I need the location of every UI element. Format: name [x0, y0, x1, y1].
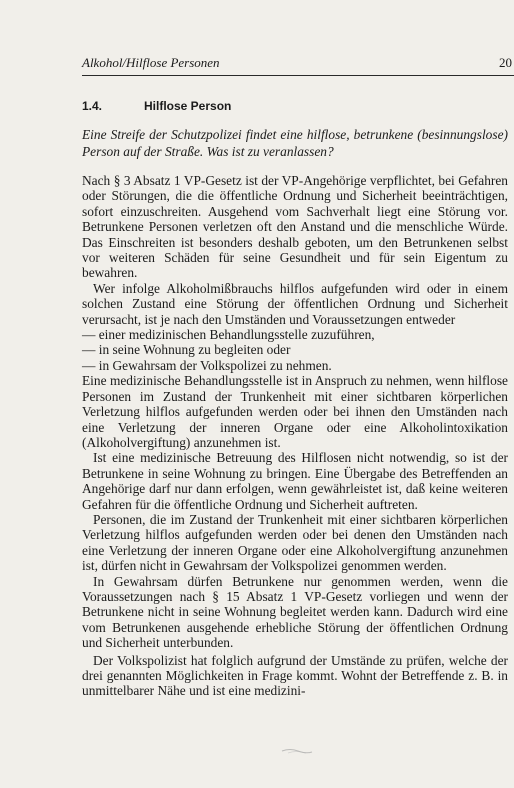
paragraph-5: Personen, die im Zustand der Trunkenheit mit einer sichtbaren körperlichen Verletzung hilflos aufgefunden werden oder bei denen den Umständen nach eine Verletzung der inneren Organe oder eine Alkoholvergiftung anzunehmen ist, dürfen nicht in Gewahrsam der Volkspolizei genommen werden.: [82, 511, 508, 574]
ink-smudge: [280, 745, 314, 755]
paragraph-3: Eine medizinische Behandlungsstelle ist in Anspruch zu nehmen, wenn hilflose Personen im Zustand der Trunkenheit mit einer sichtbaren körperlichen Verletzung hilflos aufgefunden werden oder bei ihnen den Umständen nach eine Verletzung der inneren Organe oder eine Alkoholintoxikation (Alkoholvergiftung) anzunehmen ist.: [82, 373, 508, 450]
list-item: — in seine Wohnung zu begleiten oder: [82, 342, 291, 358]
list-item: — einer medizinischen Behandlungsstelle zuzuführen,: [82, 327, 375, 343]
page-header: [82, 55, 512, 75]
header-rule: [82, 75, 514, 76]
paragraph-2: Wer infolge Alkoholmißbrauchs hilflos aufgefunden wird oder in einem solchen Zustand eine Störung der öffentlichen Ordnung und Sicherheit verursacht, ist je nach den Umständen und Voraussetzungen entweder: [82, 280, 508, 327]
paragraph-1: Nach § 3 Absatz 1 VP-Gesetz ist der VP-Angehörige verpflichtet, bei Gefahren oder Störungen, die die öffentliche Ordnung und Sicherheit beeinträchtigen, sofort einzuschreiten. Ausgehend vom Sachverhalt liegt eine Störung vor. Betrunkene Personen verletzen oft den Anstand und die menschliche Würde. Das Einschreiten ist besonders deshalb geboten, um den Betrunkenen selbst vor weiteren Schäden für seine Gesundheit und für sein Eigentum zu bewahren.: [82, 173, 508, 281]
section-heading: [82, 99, 231, 113]
section-number: 1.4.: [82, 99, 103, 113]
list-item: — in Gewahrsam der Volkspolizei zu nehmen.: [82, 357, 332, 373]
page-number: 20: [499, 55, 512, 70]
paragraph-4: Ist eine medizinische Betreuung des Hilflosen nicht notwendig, so ist der Betrunkene in seine Wohnung zu bringen. Eine Übergabe des Betreffenden an Angehörige darf nur dann erfolgen, wenn gewährleistet ist, daß keine weiteren Gefahren für die öffentliche Ordnung und Sicherheit auftreten.: [82, 450, 508, 512]
body-text: [82, 173, 508, 699]
case-question: Eine Streife der Schutzpolizei findet eine hilflose, betrunkene (besinnungslose) Person auf der Straße. Was ist zu veranlassen?: [82, 127, 508, 159]
section-title: Hilflose Person: [144, 99, 232, 113]
options-list: [82, 327, 508, 373]
paragraph-6: In Gewahrsam dürfen Betrunkene nur genommen werden, wenn die Voraussetzungen nach § 15 Absatz 1 VP-Gesetz vorliegen und wenn der Betrunkene nicht in seine Wohnung begleitet werden kann. Dadurch wird eine vom Betrunkenen ausgehende erhebliche Störung der öffentlichen Ordnung und Sicherheit unterbunden.: [82, 573, 508, 651]
paragraph-7: Der Volkspolizist hat folglich aufgrund der Umstände zu prüfen, welche der drei genannten Möglichkeiten in Frage kommt. Wohnt der Betreffende z. B. in unmittelbarer Nähe und ist eine medizini-: [82, 652, 508, 699]
running-title: Alkohol/Hilflose Personen: [82, 55, 220, 70]
